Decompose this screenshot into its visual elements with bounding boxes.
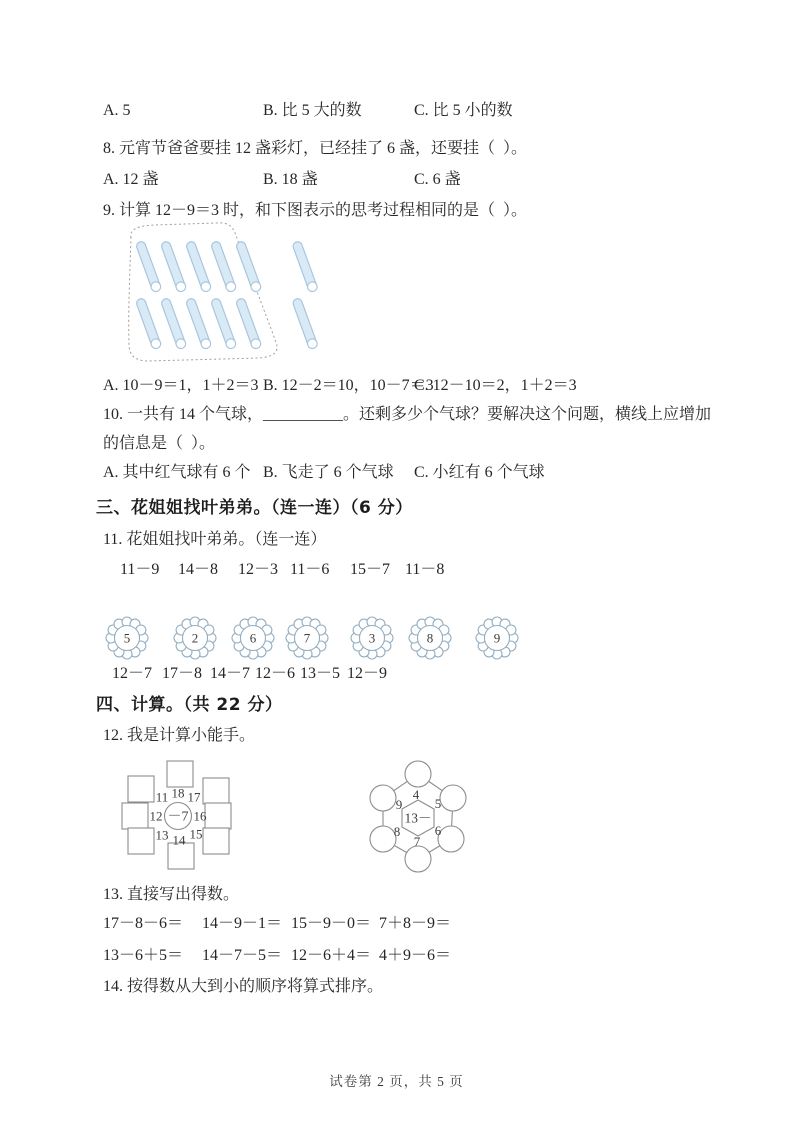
q10-option-a: A. 其中红气球有 6 个: [103, 464, 251, 481]
calc-expression: 7＋8－9＝: [379, 915, 452, 932]
svg-text:3: 3: [368, 630, 376, 646]
subtraction-wheel-figure: [110, 753, 250, 878]
sticks-outside-loop: [292, 240, 319, 349]
q9-options-row: [0, 375, 793, 397]
q7-options-row: [0, 100, 793, 122]
q10-option-b: B. 飞走了 6 个气球: [263, 464, 394, 481]
q11-bottom-expressions: [0, 663, 793, 685]
calc-expression: 12－6＋4＝: [291, 947, 372, 964]
q8-option-c: C. 6 盏: [414, 171, 461, 188]
q7-option-a: A. 5: [103, 102, 131, 119]
svg-text:14: 14: [172, 832, 186, 848]
hexagon-figure: [358, 753, 488, 878]
svg-text:6: 6: [434, 823, 442, 838]
q9-option-c: C. 12－10＝2，1＋2＝3: [414, 377, 577, 394]
svg-text:5: 5: [434, 796, 442, 811]
q9-option-a: A. 10－9＝1，1＋2＝3: [103, 377, 259, 394]
q11-top-expressions: [0, 559, 793, 581]
q9-option-b: B. 12－2＝10，10－7＝3: [263, 377, 434, 394]
expression: 14－8: [178, 561, 219, 578]
svg-text:13: 13: [155, 827, 169, 843]
svg-text:9: 9: [493, 630, 501, 646]
expression: 11－6: [290, 561, 330, 578]
expression: 12－3: [238, 561, 279, 578]
q10-options-row: [0, 462, 793, 484]
svg-text:8: 8: [426, 630, 434, 646]
expression: 11－9: [120, 561, 160, 578]
calc-expression: 13－6＋5＝: [103, 947, 184, 964]
calc-expression: 14－7－5＝: [202, 947, 283, 964]
flower-icon: [476, 617, 518, 659]
q7-option-b: B. 比 5 大的数: [263, 102, 362, 119]
q13-row1: [0, 913, 793, 935]
flower-icon: [409, 617, 451, 659]
svg-text:12: 12: [149, 808, 163, 824]
flowers-figure: [95, 612, 535, 664]
q10-option-c: C. 小红有 6 个气球: [414, 464, 545, 481]
flower-icon: [351, 617, 393, 659]
calc-expression: 4＋9－6＝: [379, 947, 452, 964]
q8-options-row: [0, 169, 793, 191]
svg-text:4: 4: [412, 787, 420, 802]
hex-operation: 13－: [404, 810, 432, 826]
calc-expression: 17－8－6＝: [103, 915, 184, 932]
wheel-operation: －7: [167, 809, 189, 825]
expression: 12－9: [347, 665, 388, 682]
calc-expression: 15－9－0＝: [291, 915, 372, 932]
svg-text:17: 17: [187, 789, 201, 805]
expression: 15－7: [350, 561, 391, 578]
expression: 12－6: [255, 665, 296, 682]
sticks-figure: [96, 220, 462, 372]
q7-option-c: C. 比 5 小的数: [414, 102, 513, 119]
question-13-text: 13. 直接写出得数。: [103, 886, 240, 903]
question-10-line1: 10. 一共有 14 个气球，__________。还剩多少个气球？要解决这个问题，横线上应增加: [103, 406, 712, 423]
q13-row2: [0, 945, 793, 967]
question-14-text: 14. 按得数从大到小的顺序将算式排序。: [103, 978, 384, 995]
question-10-line2: 的信息是（ ）。: [103, 435, 216, 452]
question-12-text: 12. 我是计算小能手。: [103, 727, 256, 744]
flower-icon: [232, 617, 274, 659]
expression: 14－7: [210, 665, 251, 682]
q8-option-a: A. 12 盏: [103, 171, 159, 188]
section-3-title: 三、花姐姐找叶弟弟。（连一连）（6 分）: [96, 498, 413, 518]
flower-icon: [106, 617, 148, 659]
svg-text:5: 5: [123, 630, 131, 646]
expression: 12－7: [112, 665, 153, 682]
page-footer: 试卷第 2 页，共 5 页: [329, 1074, 464, 1089]
question-8-text: 8. 元宵节爸爸要挂 12 盏彩灯，已经挂了 6 盏，还要挂（ ）。: [103, 140, 528, 157]
svg-text:6: 6: [249, 630, 257, 646]
flower-icon: [174, 617, 216, 659]
sticks-inside-loop: [135, 240, 262, 349]
svg-text:8: 8: [393, 824, 401, 839]
q8-option-b: B. 18 盏: [263, 171, 318, 188]
svg-text:2: 2: [191, 630, 199, 646]
svg-text:7: 7: [303, 630, 311, 646]
expression: 13－5: [300, 665, 341, 682]
svg-text:11: 11: [155, 789, 169, 805]
expression: 17－8: [162, 665, 203, 682]
expression: 11－8: [405, 561, 445, 578]
question-11-text: 11. 花姐姐找叶弟弟。（连一连）: [103, 531, 327, 548]
svg-text:18: 18: [171, 785, 185, 801]
calc-expression: 14－9－1＝: [202, 915, 283, 932]
question-9-text: 9. 计算 12－9＝3 时，和下图表示的思考过程相同的是（ ）。: [103, 202, 528, 219]
svg-text:15: 15: [189, 826, 203, 842]
flower-icon: [286, 617, 328, 659]
section-4-title: 四、计算。（共 22 分）: [96, 695, 283, 715]
svg-text:9: 9: [395, 797, 403, 812]
svg-text:7: 7: [413, 834, 421, 849]
svg-text:16: 16: [193, 808, 207, 824]
